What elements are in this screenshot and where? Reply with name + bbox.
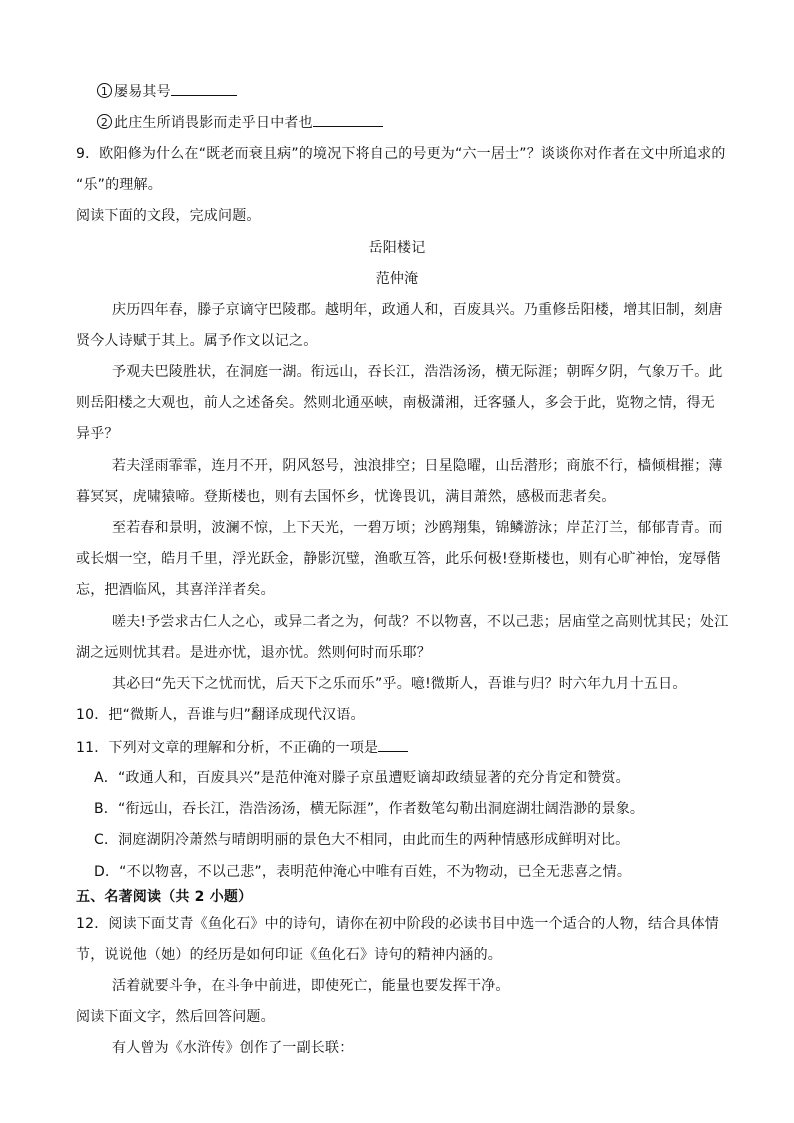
- answer-blank[interactable]: [171, 81, 237, 96]
- passage-title: 岳阳楼记: [368, 240, 426, 256]
- passage-paragraph-2-line-2: 则岳阳楼之大观也，前人之述备矣。然则北通巫峡，南极潇湘，迁客骚人，多会于此，览物之情，得无: [76, 395, 715, 411]
- passage-paragraph-2-line-1: 予观夫巴陵胜状，在洞庭一湖。衔远山，吞长江，浩浩汤汤，横无际涯；朝晖夕阴，气象万千。此: [112, 364, 723, 380]
- circled-number-2: 2: [97, 114, 112, 129]
- passage-paragraph-4-line-1: 至若春和景明，波澜不惊，上下天光，一碧万顷；沙鸥翔集，锦鳞游泳；岸芷汀兰，郁郁青青。而: [112, 520, 723, 536]
- question-10: 10．把“微斯人，吾谁与归”翻译成现代汉语。: [76, 707, 365, 723]
- passage-paragraph-1-line-1: 庆历四年春，滕子京谪守巴陵郡。越明年，政通人和，百废具兴。乃重修岳阳楼，增其旧制，刻唐: [112, 302, 723, 318]
- reading-instruction-2: 阅读下面文字，然后回答问题。: [76, 1009, 275, 1025]
- q8-item-2: [97, 112, 383, 133]
- passage-paragraph-6-line-1: 其必曰“先天下之忧而忧，后天下之乐而乐”乎。噫!微斯人，吾谁与归？时六年九月十五日。: [112, 676, 687, 692]
- passage-paragraph-3-line-1: 若夫淫雨霏霏，连月不开，阴风怒号，浊浪排空；日星隐曜，山岳潜形；商旅不行，樯倾楫摧；薄: [112, 458, 723, 474]
- q8-item-1: [97, 81, 237, 102]
- section-heading: 五、名著阅读（共 2 小题）: [76, 889, 253, 905]
- passage-paragraph-5-line-2: 湖之远则忧其君。是进亦忧，退亦忧。然则何时而乐耶？: [76, 645, 431, 661]
- question-11-text: 11．下列对文章的理解和分析，不正确的一项是: [76, 740, 379, 756]
- question-12-line-2: 节，说说他（她）的经历是如何印证《鱼化石》诗句的精神内涵的。: [76, 947, 502, 963]
- q8-item-2-text: 此庄生所诮畏影而走乎日中者也: [114, 115, 313, 131]
- question-11: [76, 737, 408, 758]
- passage-paragraph-4-line-2: 或长烟一空，皓月千里，浮光跃金，静影沉璧，渔歌互答，此乐何极!登斯楼也，则有心旷神怡，宠辱偕: [76, 551, 721, 567]
- q8-item-1-text: 屡易其号: [114, 84, 171, 100]
- question-9-line-1: 9．欧阳修为什么在“既老而衰且病”的境况下将自己的号更为“六一居士”？谈谈你对作者在文中所追求的: [76, 146, 726, 162]
- option-c: C．洞庭湖阴冷萧然与晴朗明丽的景色大不相同，由此而生的两种情感形成鲜明对比。: [94, 832, 630, 848]
- option-b: B．“衔远山，吞长江，浩浩汤汤，横无际涯”，作者数笔勾勒出洞庭湖壮阔浩渺的景象。: [94, 801, 645, 817]
- option-a: A．“政通人和，百废具兴”是范仲淹对滕子京虽遭贬谪却政绩显著的充分肯定和赞赏。: [94, 770, 630, 786]
- circled-number-1: 1: [97, 83, 112, 98]
- passage-paragraph-5-line-1: 嗟夫!予尝求古仁人之心，或异二者之为，何哉？不以物喜，不以己悲；居庙堂之高则忧其民；处江: [112, 614, 729, 630]
- option-d: D．“不以物喜，不以己悲”，表明范仲淹心中唯有百姓，不为物动，已全无悲喜之情。: [94, 864, 632, 880]
- passage-paragraph-3-line-2: 暮冥冥，虎啸猿啼。登斯楼也，则有去国怀乡，忧谗畏讥，满目萧然，感极而悲者矣。: [76, 489, 616, 505]
- couplet-intro: 有人曾为《水浒传》创作了一副长联：: [112, 1040, 354, 1056]
- reading-instruction: 阅读下面的文段，完成问题。: [76, 208, 261, 224]
- poem-quote: 活着就要斗争，在斗争中前进，即使死亡，能量也要发挥干净。: [112, 978, 510, 994]
- question-12-line-1: 12．阅读下面艾青《鱼化石》中的诗句，请你在初中阶段的必读书目中选一个适合的人物，结合具体情: [76, 916, 720, 932]
- passage-author: 范仲淹: [375, 271, 419, 287]
- answer-blank[interactable]: [378, 737, 408, 752]
- passage-paragraph-1-line-2: 贤今人诗赋于其上。属予作文以记之。: [76, 333, 318, 349]
- passage-paragraph-4-line-3: 忘，把酒临风，其喜洋洋者矣。: [76, 582, 275, 598]
- passage-paragraph-2-line-3: 异乎？: [76, 426, 119, 442]
- answer-blank[interactable]: [313, 112, 383, 127]
- question-9-line-2: “乐”的理解。: [76, 177, 162, 193]
